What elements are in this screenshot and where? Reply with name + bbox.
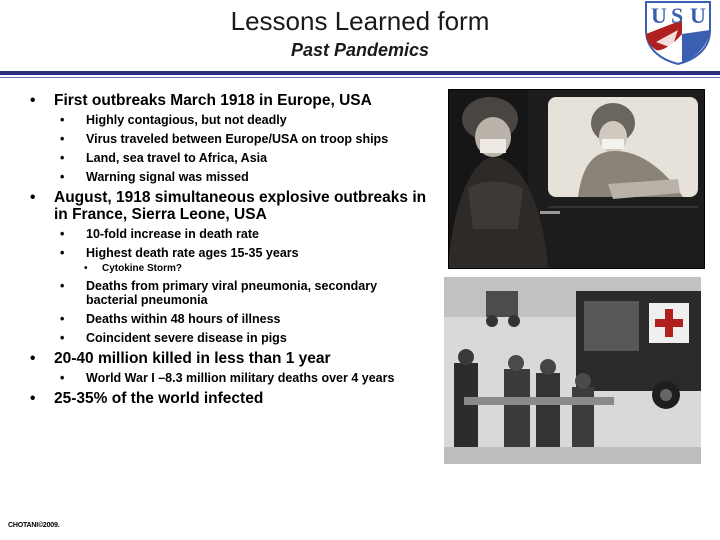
usu-logo (642, 0, 714, 66)
copyright-footer: CHOTANI©2009. (8, 522, 60, 529)
sub-bullet: • Highly contagious, but not deadly (28, 113, 428, 127)
bullet-list (28, 92, 428, 411)
sub-bullet: • Warning signal was missed (28, 170, 428, 184)
bullet-killed: • 20-40 million killed in less than 1 year (28, 350, 428, 367)
sub-sub-bullet: • Cytokine Storm? (28, 263, 428, 275)
sub-bullet: • Coincident severe disease in pigs (28, 331, 428, 345)
bullet-august-1918: • August, 1918 simultaneous explosive outbreaks in in France, Sierra Leone, USA (28, 189, 428, 223)
slide-title: Lessons Learned form (230, 6, 490, 36)
sub-bullet: • Deaths within 48 hours of illness (28, 312, 428, 326)
sub-bullet: • Deaths from primary viral pneumonia, secondary bacterial pneumonia (28, 279, 428, 307)
sub-bullet: • World War I –8.3 million military deaths over 4 years (28, 371, 428, 385)
sub-bullet: • Virus traveled between Europe/USA on troop ships (28, 132, 428, 146)
bullet-first-outbreaks: • First outbreaks March 1918 in Europe, USA (28, 92, 428, 109)
sub-bullet: • 10-fold increase in death rate (28, 227, 428, 241)
svg-text:S: S (671, 3, 684, 28)
sub-bullet: • Highest death rate ages 15-35 years (28, 246, 428, 260)
slide-subtitle: Past Pandemics (290, 40, 430, 60)
title-rule-thin (0, 77, 720, 78)
title-rule (0, 71, 720, 75)
sub-bullet: • Land, sea travel to Africa, Asia (28, 151, 428, 165)
photo-ambulance-street (444, 277, 701, 464)
bullet-infected: • 25-35% of the world infected (28, 390, 428, 407)
photo-masked-women-car (448, 89, 705, 269)
svg-text:U: U (651, 3, 667, 28)
svg-text:U: U (690, 3, 706, 28)
